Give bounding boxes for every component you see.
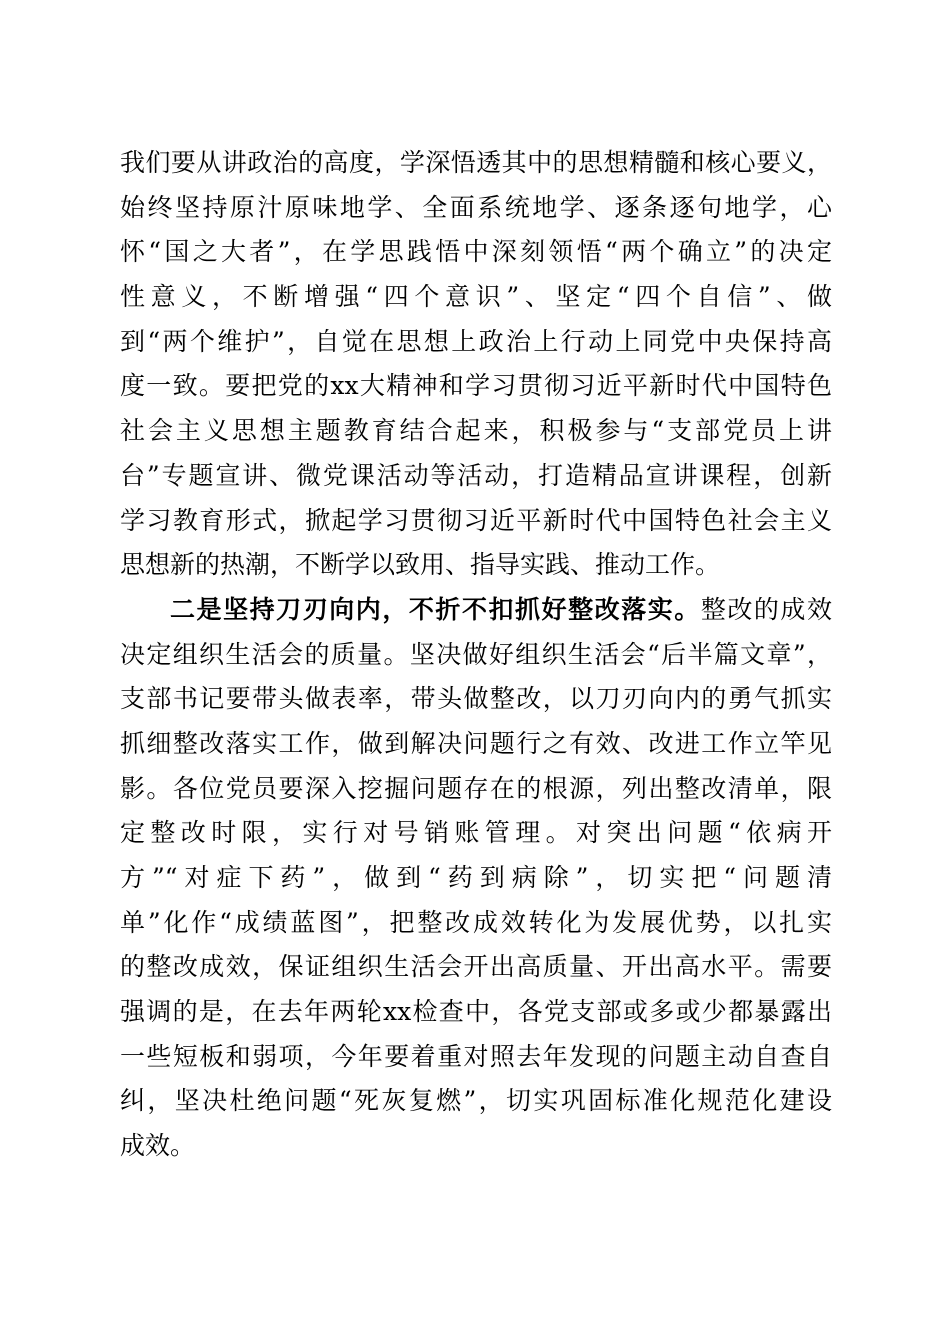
text-line: 社会主义思想主题教育结合起来，积极参与“支部党员上讲 (120, 416, 832, 446)
paragraph-2 (120, 588, 832, 1169)
text-line: 思想新的热潮，不断学以致用、指导实践、推动工作。 (120, 550, 721, 580)
text-line: 纠，坚决杜绝问题“死灰复燃”，切实巩固标准化规范化建设 (120, 1086, 832, 1116)
text-line: 支部书记要带头做表率，带头做整改，以刀刃向内的勇气抓实 (120, 684, 832, 714)
text-line: 定整改时限，实行对号销账管理。对突出问题“依病开 (120, 818, 832, 848)
text-line: 成效。 (120, 1131, 196, 1161)
text-line: 强调的是，在去年两轮xx检查中，各党支部或多或少都暴露出 (120, 997, 832, 1027)
text-line: 影。各位党员要深入挖掘问题存在的根源，列出整改清单，限 (120, 773, 832, 803)
text-line: 我们要从讲政治的高度，学深悟透其中的思想精髓和核心要义， (120, 148, 832, 177)
text-line: 到“两个维护”，自觉在思想上政治上行动上同党中央保持高 (120, 326, 832, 356)
text-line-first (120, 588, 832, 633)
paragraph-1 (120, 141, 832, 588)
text-line: 学习教育形式，掀起学习贯彻习近平新时代中国特色社会主义 (120, 505, 832, 535)
text-line: 方”“对症下药”，做到“药到病除”，切实把“问题清 (120, 863, 832, 892)
text-line: 怀“国之大者”，在学思践悟中深刻领悟“两个确立”的决定 (120, 237, 832, 267)
paragraph-lead-heading: 二是坚持刀刃向内，不折不扣抓好整改落实。 (170, 594, 701, 624)
text-line: 单”化作“成绩蓝图”，把整改成效转化为发展优势，以扎实 (120, 907, 832, 937)
text-line: 度一致。要把党的xx大精神和学习贯彻习近平新时代中国特色 (120, 371, 832, 401)
text-line: 始终坚持原汁原味地学、全面系统地学、逐条逐句地学，心 (120, 192, 832, 222)
text-line: 决定组织生活会的质量。坚决做好组织生活会“后半篇文章”， (120, 639, 832, 669)
text-line: 一些短板和弱项，今年要着重对照去年发现的问题主动自查自 (120, 1041, 832, 1071)
text-line: 抓细整改落实工作，做到解决问题行之有效、改进工作立竿见 (120, 728, 832, 758)
text-line: 性意义，不断增强“四个意识”、坚定“四个自信”、做 (120, 282, 832, 312)
text-line-rest: 整改的成效 (700, 594, 832, 624)
body-text (120, 141, 832, 1169)
text-line: 台”专题宣讲、微党课活动等活动，打造精品宣讲课程，创新 (120, 460, 832, 490)
text-line: 的整改成效，保证组织生活会开出高质量、开出高水平。需要 (120, 952, 832, 982)
